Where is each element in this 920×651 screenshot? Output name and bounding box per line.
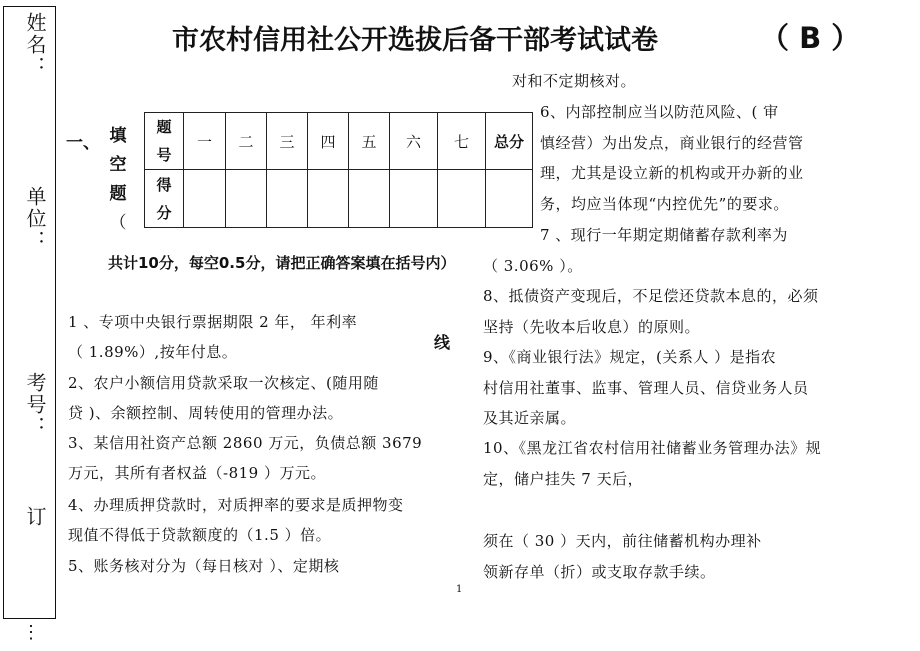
column-header-total: 总分	[486, 113, 533, 170]
question-line: 9、《商业银行法》规定，(关系人 ）是指农	[483, 348, 777, 366]
question-line: 7 、现行一年期定期储蓄存款利率为	[540, 226, 788, 244]
question-line: 定，储户挂失 7 天后，	[483, 470, 644, 488]
score-cell[interactable]	[308, 170, 349, 228]
question-line: （ 1.89%）,按年付息。	[68, 343, 238, 361]
question-line: 5、账务核对分为（每日核对 ）、定期核	[68, 557, 340, 575]
question-line: 慎经营）为出发点，商业银行的经营管	[540, 134, 804, 152]
table-row-label: 得分	[145, 170, 184, 228]
section-number: 一、	[66, 133, 100, 153]
question-line: 2、农户小额信用贷款采取一次核定、(随用随	[68, 374, 379, 392]
section-heading-vertical	[108, 122, 128, 238]
question-line: 1 、专项中央银行票据期限 2 年， 年利率	[68, 313, 358, 331]
section-heading-char: 空	[109, 155, 127, 175]
question-line: 及其近亲属。	[483, 409, 577, 427]
ding-binding-mark: 订	[23, 506, 47, 528]
exam-number-label: 考号：	[23, 372, 47, 438]
question-line: 3、某信用社资产总额 2860 万元，负债总额 3679	[68, 434, 423, 452]
question-line: 现值不得低于贷款额度的（1.5 ）倍。	[68, 526, 332, 544]
question-line: 贷 )、余额控制、周转使用的管理办法。	[68, 404, 344, 422]
table-row-label: 题号	[145, 113, 184, 170]
section-heading-char: （	[109, 213, 127, 233]
score-cell[interactable]	[226, 170, 267, 228]
xian-binding-mark: 线	[434, 333, 451, 352]
score-cell[interactable]	[438, 170, 486, 228]
question-line: 村信用社董事、监事、管理人员、信贷业务人员	[483, 379, 809, 397]
score-table	[144, 112, 533, 228]
score-cell[interactable]	[390, 170, 438, 228]
exam-title: 市农村信用社公开选拔后备干部考试试卷	[172, 25, 658, 56]
column-header: 一	[184, 113, 226, 170]
question-line: 4、办理质押贷款时，对质押率的要求是质押物变	[68, 496, 404, 514]
section-heading-char: 填	[109, 126, 127, 146]
question-line: 对和不定期核对。	[512, 72, 637, 90]
column-header: 六	[390, 113, 438, 170]
column-header: 四	[308, 113, 349, 170]
question-line: 6、内部控制应当以防范风险、( 审	[540, 103, 779, 121]
column-header: 五	[349, 113, 390, 170]
question-line: 务，均应当体现“内控优先”的要求。	[540, 195, 789, 213]
question-line: 10、《黑龙江省农村信用社储蓄业务管理办法》规	[483, 439, 822, 457]
unit-label: 单位：	[23, 186, 47, 252]
question-line: 须在（ 30 ）天内，前往储蓄机构办理补	[483, 532, 762, 550]
question-line: 坚持（先收本后收息）的原则。	[483, 318, 701, 336]
column-header: 二	[226, 113, 267, 170]
score-cell[interactable]	[349, 170, 390, 228]
binding-dots: ⋮	[22, 622, 40, 643]
section-heading-char: 题	[109, 184, 127, 204]
score-cell-total[interactable]	[486, 170, 533, 228]
page-number: 1	[456, 584, 463, 595]
exam-version: （ B ）	[760, 21, 861, 55]
section-instructions: 共计10分，每空0.5分，请把正确答案填在括号内）	[108, 254, 456, 272]
question-line: 8、抵债资产变现后，不足偿还贷款本息的，必须	[483, 287, 819, 305]
score-cell[interactable]	[184, 170, 226, 228]
question-line: 万元，其所有者权益（-819 ）万元。	[68, 464, 326, 482]
score-cell[interactable]	[267, 170, 308, 228]
question-line: 理，尤其是设立新的机构或开办新的业	[540, 164, 804, 182]
column-header: 七	[438, 113, 486, 170]
column-header: 三	[267, 113, 308, 170]
question-line: （ 3.06% ）。	[483, 257, 583, 275]
question-line: 领新存单（折）或支取存款手续。	[483, 563, 716, 581]
name-label: 姓名：	[23, 12, 47, 78]
